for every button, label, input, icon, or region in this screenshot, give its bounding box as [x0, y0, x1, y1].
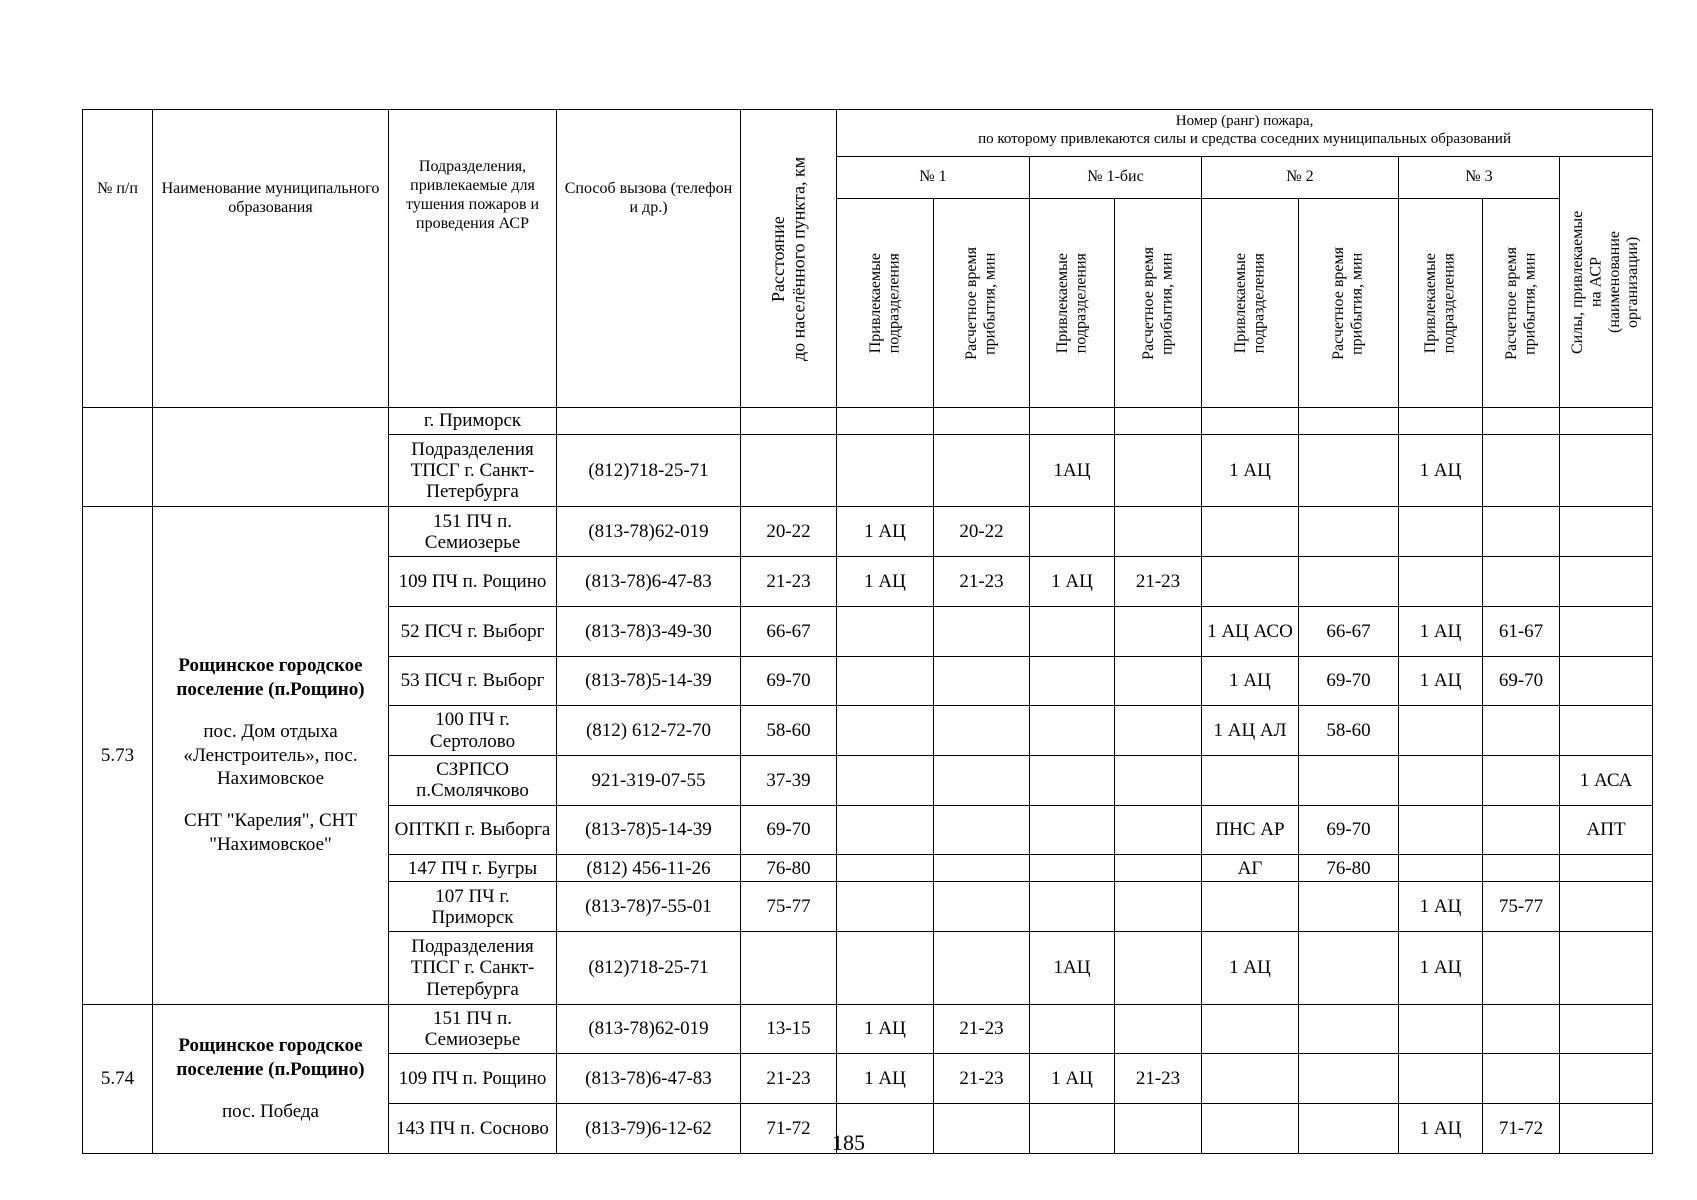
- rank2-time-cell: 69-70: [1299, 656, 1399, 706]
- rank3-units-cell: 1 АЦ: [1399, 932, 1483, 1005]
- rank1-time-cell: [934, 656, 1030, 706]
- section-number: 5.74: [83, 1004, 153, 1153]
- rank2-time-cell: 66-67: [1299, 606, 1399, 656]
- localities-text: СНТ "Карелия", СНТ "Нахимовское": [184, 810, 357, 855]
- rank1-units-cell: [837, 434, 934, 507]
- phone-cell: (812)718-25-71: [557, 434, 741, 507]
- rank3-units-cell: [1399, 805, 1483, 855]
- rank3-units-cell: [1399, 855, 1483, 882]
- phone-cell: 921-319-07-55: [557, 756, 741, 806]
- phone-cell: (813-78)6-47-83: [557, 1054, 741, 1104]
- asr-cell: [1560, 932, 1653, 1005]
- rank1-time-cell: 21-23: [934, 1004, 1030, 1054]
- rank3-time-cell: 71-72: [1483, 1104, 1560, 1154]
- distance-cell: 58-60: [741, 706, 837, 756]
- rank1-time-cell: 21-23: [934, 1054, 1030, 1104]
- rank1-units-cell: [837, 932, 934, 1005]
- rank2-units-cell: [1202, 1054, 1299, 1104]
- distance-cell: 76-80: [741, 855, 837, 882]
- rank2-units-cell: 1 АЦ: [1202, 434, 1299, 507]
- rank3-units-cell: [1399, 1004, 1483, 1054]
- header-rank-2: № 2: [1202, 157, 1399, 199]
- rank2-time-cell: 69-70: [1299, 805, 1399, 855]
- rank1bis-units-cell: [1030, 756, 1115, 806]
- municipality-title: Рощинское городское поселение (п.Рощино): [176, 1035, 365, 1080]
- header-units: Подразделения, привлекаемые для тушения пожаров и проведения АСР: [389, 110, 557, 408]
- unit-cell: 109 ПЧ п. Рощино: [389, 1054, 557, 1104]
- unit-cell: ОПТКП г. Выборга: [389, 805, 557, 855]
- rank1-time-cell: 21-23: [934, 557, 1030, 607]
- header-asr-forces: Силы, привлекаемые на АСР (наименование организации): [1560, 157, 1653, 408]
- distance-cell: 20-22: [741, 507, 837, 557]
- rank3-time-cell: [1483, 756, 1560, 806]
- asr-cell: [1560, 1004, 1653, 1054]
- rank1bis-time-cell: [1115, 434, 1202, 507]
- header-rank3-units: Привлекаемые подразделения: [1399, 199, 1483, 408]
- rank1-units-cell: [837, 882, 934, 932]
- header-rank1bis-time: Расчетное время прибытия, мин: [1115, 199, 1202, 408]
- header-municipality: Наименование муниципального образования: [153, 110, 389, 408]
- rank2-units-cell: [1202, 756, 1299, 806]
- asr-cell: [1560, 855, 1653, 882]
- rank3-units-cell: 1 АЦ: [1399, 656, 1483, 706]
- rank1bis-time-cell: [1115, 882, 1202, 932]
- unit-cell: Подразделения ТПСГ г. Санкт-Петербурга: [389, 932, 557, 1005]
- rank3-time-cell: 75-77: [1483, 882, 1560, 932]
- rank1bis-units-cell: [1030, 805, 1115, 855]
- rank1-time-cell: [934, 805, 1030, 855]
- rank3-units-cell: [1399, 1054, 1483, 1104]
- rank3-time-cell: [1483, 855, 1560, 882]
- rank1-units-cell: [837, 606, 934, 656]
- rank2-units-cell: [1202, 882, 1299, 932]
- section-number: 5.73: [83, 507, 153, 1004]
- rank1-units-cell: 1 АЦ: [837, 1004, 934, 1054]
- rank1-time-cell: [934, 606, 1030, 656]
- unit-cell: 151 ПЧ п. Семиозерье: [389, 507, 557, 557]
- page-number: 185: [832, 1130, 865, 1155]
- rank1bis-time-cell: [1115, 656, 1202, 706]
- municipality-title: Рощинское городское поселение (п.Рощино): [176, 655, 365, 701]
- header-rank2-units: Привлекаемые подразделения: [1202, 199, 1299, 408]
- rank1bis-time-cell: [1115, 606, 1202, 656]
- rank2-time-cell: 58-60: [1299, 706, 1399, 756]
- rank2-units-cell: [1202, 557, 1299, 607]
- header-call-method: Способ вызова (телефон и др.): [557, 110, 741, 408]
- rank1-units-cell: 1 АЦ: [837, 557, 934, 607]
- rank3-time-cell: [1483, 557, 1560, 607]
- rank1bis-units-cell: [1030, 855, 1115, 882]
- table-row: [83, 408, 1653, 435]
- header-rank2-time: Расчетное время прибытия, мин: [1299, 199, 1399, 408]
- rank2-units-cell: 1 АЦ: [1202, 932, 1299, 1005]
- rank2-units-cell: ПНС АР: [1202, 805, 1299, 855]
- phone-cell: (812)718-25-71: [557, 932, 741, 1005]
- continued-municipality: [153, 408, 389, 507]
- unit-cell: 107 ПЧ г. Приморск: [389, 882, 557, 932]
- rank2-time-cell: [1299, 1004, 1399, 1054]
- asr-cell: [1560, 656, 1653, 706]
- rank3-units-cell: [1399, 507, 1483, 557]
- asr-cell: АПТ: [1560, 805, 1653, 855]
- rank2-time-cell: [1299, 932, 1399, 1005]
- rank1bis-units-cell: [1030, 706, 1115, 756]
- rank1bis-units-cell: [1030, 507, 1115, 557]
- rank1bis-time-cell: 21-23: [1115, 557, 1202, 607]
- unit-cell: 109 ПЧ п. Рощино: [389, 557, 557, 607]
- header-rank-3: № 3: [1399, 157, 1560, 199]
- rank2-time-cell: [1299, 507, 1399, 557]
- rank3-units-cell: 1 АЦ: [1399, 882, 1483, 932]
- rank1-time-cell: [934, 882, 1030, 932]
- asr-cell: [1560, 434, 1653, 507]
- header-rank3-time: Расчетное время прибытия, мин: [1483, 199, 1560, 408]
- phone-cell: (813-78)5-14-39: [557, 805, 741, 855]
- rank3-time-cell: [1483, 932, 1560, 1005]
- asr-cell: [1560, 706, 1653, 756]
- distance-cell: 13-15: [741, 1004, 837, 1054]
- rank2-units-cell: 1 АЦ АСО: [1202, 606, 1299, 656]
- rank1bis-units-cell: [1030, 606, 1115, 656]
- rank2-time-cell: [1299, 434, 1399, 507]
- phone-cell: (813-78)5-14-39: [557, 656, 741, 706]
- rank1-time-cell: [934, 434, 1030, 507]
- rank1bis-time-cell: [1115, 932, 1202, 1005]
- header-rank-1: № 1: [837, 157, 1030, 199]
- rank3-time-cell: [1483, 1054, 1560, 1104]
- rank1bis-time-cell: [1115, 1004, 1202, 1054]
- rank1bis-units-cell: 1 АЦ: [1030, 1054, 1115, 1104]
- rank3-time-cell: [1483, 706, 1560, 756]
- unit-cell: 52 ПСЧ г. Выборг: [389, 606, 557, 656]
- rank1bis-time-cell: [1115, 855, 1202, 882]
- rank2-time-cell: 76-80: [1299, 855, 1399, 882]
- rank1-time-cell: 20-22: [934, 507, 1030, 557]
- asr-cell: [1560, 1054, 1653, 1104]
- continued-number: [83, 408, 153, 507]
- rank2-time-cell: [1299, 756, 1399, 806]
- distance-cell: 66-67: [741, 606, 837, 656]
- rank3-time-cell: [1483, 507, 1560, 557]
- distance-cell: 69-70: [741, 656, 837, 706]
- distance-cell: [741, 932, 837, 1005]
- localities-text: пос. Дом отдыха «Ленстроитель», пос. Нахимовское: [183, 720, 358, 790]
- header-rank1bis-units: Привлекаемые подразделения: [1030, 199, 1115, 408]
- unit-cell: 147 ПЧ г. Бугры: [389, 855, 557, 882]
- rank2-time-cell: [1299, 557, 1399, 607]
- unit-cell: 100 ПЧ г. Сертолово: [389, 706, 557, 756]
- distance-cell: [741, 434, 837, 507]
- rank1bis-units-cell: [1030, 1004, 1115, 1054]
- rank2-units-cell: [1202, 507, 1299, 557]
- asr-cell: [1560, 882, 1653, 932]
- rank1bis-time-cell: [1115, 507, 1202, 557]
- rank3-time-cell: [1483, 1004, 1560, 1054]
- fire-forces-table: [82, 109, 1653, 1154]
- phone-cell: (812) 456-11-26: [557, 855, 741, 882]
- rank3-units-cell: 1 АЦ: [1399, 434, 1483, 507]
- header-rank-1bis: № 1-бис: [1030, 157, 1202, 199]
- distance-cell: 21-23: [741, 557, 837, 607]
- phone-cell: (813-78)7-55-01: [557, 882, 741, 932]
- rank1bis-units-cell: 1 АЦ: [1030, 557, 1115, 607]
- rank1-time-cell: [934, 932, 1030, 1005]
- header-rank1-units: Привлекаемые подразделения: [837, 199, 934, 408]
- rank2-units-cell: [1202, 1004, 1299, 1054]
- phone-cell: (813-78)3-49-30: [557, 606, 741, 656]
- rank1-time-cell: [934, 756, 1030, 806]
- unit-cell: 53 ПСЧ г. Выборг: [389, 656, 557, 706]
- rank1bis-units-cell: [1030, 882, 1115, 932]
- phone-cell: (813-78)62-019: [557, 1004, 741, 1054]
- rank1-units-cell: 1 АЦ: [837, 507, 934, 557]
- rank1-units-cell: 1 АЦ: [837, 1054, 934, 1104]
- phone-cell: (813-78)6-47-83: [557, 557, 741, 607]
- unit-cell: СЗРПСО п.Смолячково: [389, 756, 557, 806]
- unit-cell: 151 ПЧ п. Семиозерье: [389, 1004, 557, 1054]
- rank1-units-cell: [837, 805, 934, 855]
- rank1-units-cell: [837, 706, 934, 756]
- rank3-units-cell: [1399, 706, 1483, 756]
- table-row: [83, 507, 1653, 557]
- rank3-time-cell: [1483, 434, 1560, 507]
- asr-cell: [1560, 507, 1653, 557]
- rank1bis-time-cell: 21-23: [1115, 1054, 1202, 1104]
- localities-text: пос. Победа: [222, 1100, 319, 1122]
- distance-cell: 75-77: [741, 882, 837, 932]
- rank2-time-cell: [1299, 1054, 1399, 1104]
- rank1bis-time-cell: [1115, 706, 1202, 756]
- rank2-units-cell: 1 АЦ: [1202, 656, 1299, 706]
- rank1-units-cell: [837, 855, 934, 882]
- rank2-units-cell: АГ: [1202, 855, 1299, 882]
- rank3-time-cell: 61-67: [1483, 606, 1560, 656]
- table-header: [83, 110, 1653, 408]
- rank1bis-units-cell: 1АЦ: [1030, 932, 1115, 1005]
- header-distance: Расстояние до населённого пункта, км: [741, 110, 837, 408]
- distance-cell: 71-72: [741, 1104, 837, 1154]
- rank1bis-units-cell: 1АЦ: [1030, 434, 1115, 507]
- phone-cell: (812) 612-72-70: [557, 706, 741, 756]
- rank3-time-cell: 69-70: [1483, 656, 1560, 706]
- unit-cell: г. Приморск: [389, 408, 557, 435]
- distance-cell: 69-70: [741, 805, 837, 855]
- rank3-time-cell: [1483, 805, 1560, 855]
- table-row: [83, 1004, 1653, 1054]
- rank1-units-cell: [837, 656, 934, 706]
- rank1bis-units-cell: [1030, 656, 1115, 706]
- rank1bis-time-cell: [1115, 756, 1202, 806]
- rank3-units-cell: [1399, 557, 1483, 607]
- rank2-units-cell: 1 АЦ АЛ: [1202, 706, 1299, 756]
- asr-cell: [1560, 606, 1653, 656]
- unit-cell: Подразделения ТПСГ г. Санкт-Петербурга: [389, 434, 557, 507]
- distance-cell: 21-23: [741, 1054, 837, 1104]
- distance-cell: 37-39: [741, 756, 837, 806]
- phone-cell: (813-79)6-12-62: [557, 1104, 741, 1154]
- rank1-units-cell: [837, 756, 934, 806]
- rank3-units-cell: [1399, 756, 1483, 806]
- phone-cell: (813-78)62-019: [557, 507, 741, 557]
- rank2-time-cell: [1299, 882, 1399, 932]
- rank1-time-cell: [934, 855, 1030, 882]
- asr-cell: [1560, 557, 1653, 607]
- header-fire-rank: Номер (ранг) пожара, по которому привлекаются силы и средства соседних муниципальных образований: [837, 110, 1653, 157]
- rank3-units-cell: 1 АЦ: [1399, 1104, 1483, 1154]
- unit-cell: 143 ПЧ п. Сосново: [389, 1104, 557, 1154]
- asr-cell: 1 АСА: [1560, 756, 1653, 806]
- rank1bis-time-cell: [1115, 805, 1202, 855]
- table-body: [83, 408, 1653, 1154]
- rank3-units-cell: 1 АЦ: [1399, 606, 1483, 656]
- header-number: № п/п: [83, 110, 153, 408]
- header-rank1-time: Расчетное время прибытия, мин: [934, 199, 1030, 408]
- rank1-time-cell: [934, 706, 1030, 756]
- municipality-cell: [153, 507, 389, 1004]
